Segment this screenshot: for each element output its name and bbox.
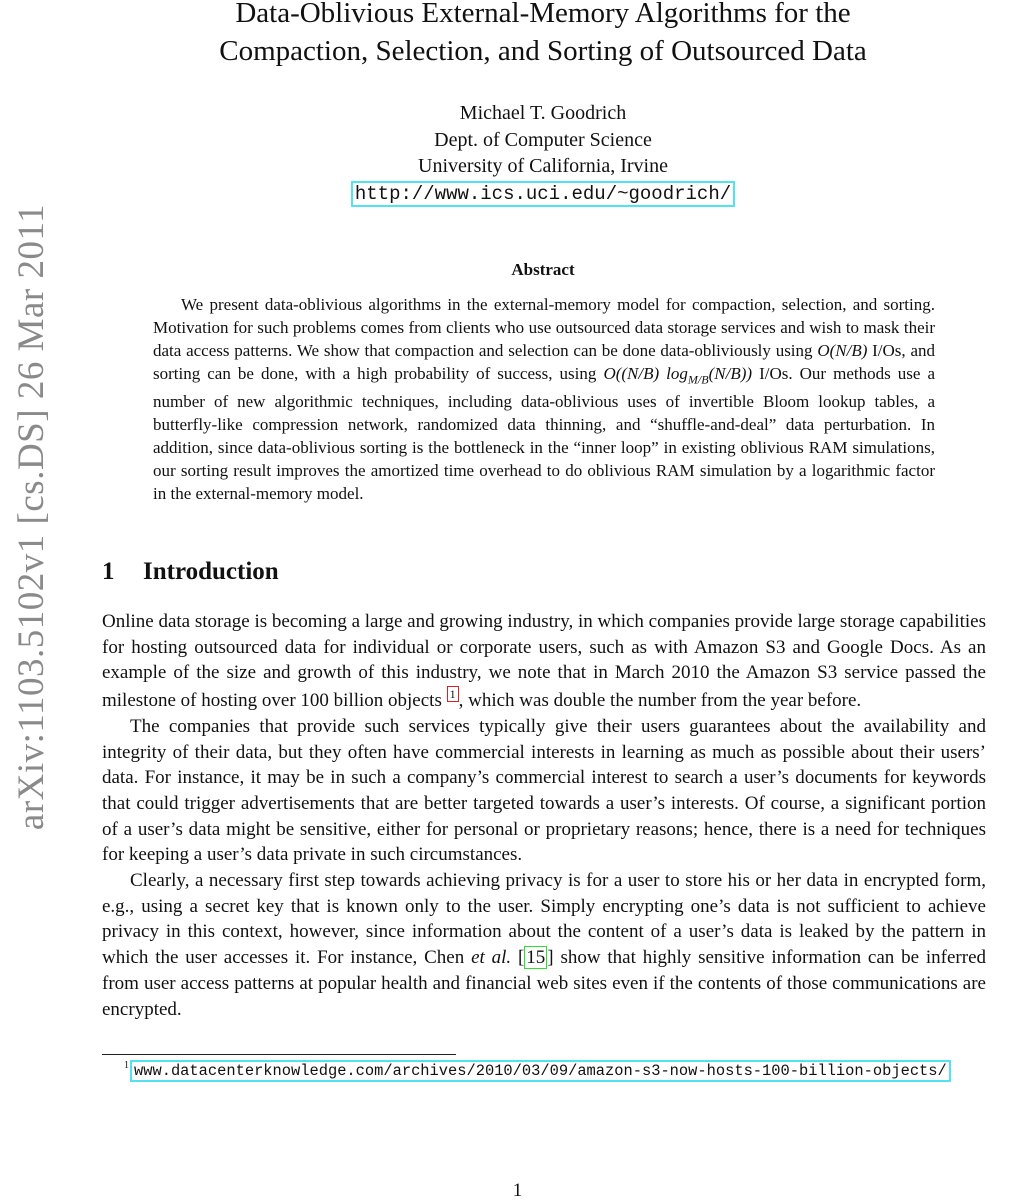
author-name: Michael T. Goodrich [459,102,627,124]
author-block [300,100,786,207]
intro-p3-text: Clearly, a necessary first step towards achieving privacy is for a user to store his or her data in encrypted form, e.g., using a secret key that is known only to the user. Simply encrypting one’s data is not sufficient to achieve privacy in this context, however, since information about the content of a user’s data is leaked by the pattern in which the user accesses it. For instance, Chen [102,870,986,969]
page-number: 1 [512,1180,523,1201]
author-department: Dept. of Computer Science [434,128,652,151]
intro-paragraph-1 [102,609,986,714]
intro-paragraph-2: The companies that provide such services typically give their users guarantees about the availability and integrity of their data, but they often have commercial interests in learning as much as possible about their users’ data. For instance, it may be in such a company’s commercial interest to search a user’s documents for keywords that could trigger advertisements that are better targeted towards a user’s interests. Of course, a significant portion of a user’s data might be sensitive, either for personal or proprietary reasons; hence, there is a need for techniques for keeping a user’s data private in such circumstances. [102,715,986,866]
footnote-divider [102,1054,456,1055]
introduction-body [102,609,986,1022]
abstract-heading: Abstract [511,260,575,279]
math-complexity-sorting [603,363,753,387]
math-complexity-linear: O(N/B) [817,340,868,360]
arxiv-identifier-stamp: arXiv:1103.5102v1 [cs.DS] 26 Mar 2011 [11,203,52,831]
intro-p3-text-end: show that highly sensitive information can be inferred from user access patterns at popular health and financial web sites even if the contents of those communications are encrypted. [102,947,987,1020]
section-number: 1 [102,558,115,585]
math-sorting-log-base: M/B [687,372,709,387]
abstract-text-part-3: I/Os. Our methods use a number of new algorithmic techniques, including data-oblivious uses of invertible Bloom lookup tables, a butterfly-like compression network, randomized data thinning, and “shuffle-and-deal” data perturbation. In addition, since data-oblivious sorting is the bottleneck in the “inner loop” in existing oblivious RAM simulations, our sorting result improves the amortized time overhead to do oblivious RAM simulation by a logarithmic factor in the external-memory model. [153,363,936,503]
footnote-1-marker-link[interactable]: 1 [447,686,459,702]
footnote-url-link[interactable]: www.datacenterknowledge.com/archives/2010/03/09/amazon-s3-now-hosts-100-billion-objects/ [130,1060,951,1082]
abstract-text-part-1: We present data-oblivious algorithms in the external-memory model for compaction, selection, and sorting. Motivation for such problems comes from clients who use outsourced data storage services and wish to mask their data access patterns. We show that compaction and selection can be done data-obliviously using [153,295,935,360]
intro-p1-text-end: , which was double the number from the year before. [458,690,862,712]
math-sorting-tail: (N/B)) [708,363,753,383]
intro-paragraph-3: Clearly, a necessary first step towards achieving privacy is for a user to store his or her data in encrypted form, e.g., using a secret key that is known only to the user. Simply encrypting one’s data is not sufficient to achieve privacy in this context, however, since information about the content of a user’s data is leaked by the pattern in which the user accesses it. For instance, Chen et al. [ 15 ] show that highly sensitive information can be inferred from user access patterns at popular health and financial web sites even if the contents of those communications are encrypted. [102,870,987,1020]
title-line-1: Data-Oblivious External-Memory Algorithms for the [235,0,851,29]
math-sorting-main: O((N/B) log [603,363,688,383]
author-homepage-link[interactable]: http://www.ics.uci.edu/~goodrich/ [351,181,735,207]
author-university: University of California, Irvine [418,155,668,177]
footnote-1 [124,1060,951,1081]
paper-title [100,0,986,70]
section-title: Introduction [143,558,279,585]
section-heading-introduction [102,556,279,588]
et-al: et al. [471,947,512,969]
abstract-text-part-2: I/Os, and sorting can be done, with a high probability of success, using [153,340,935,383]
abstract-text [153,294,935,506]
citation-15-link[interactable]: 15 [526,947,546,969]
intro-p1-text: Online data storage is becoming a large and growing industry, in which companies provide large storage capabilities for hosting outsourced data for individual or corporate users, such as with Amazon S3 and Google Docs. As an example of the size and growth of this industry, we note that in March 2010 the Amazon S3 service passed the milestone of hosting over 100 billion objects [102,611,986,712]
footnote-number: 1 [124,1060,129,1071]
title-line-2: Compaction, Selection, and Sorting of Outsourced Data [219,35,867,67]
